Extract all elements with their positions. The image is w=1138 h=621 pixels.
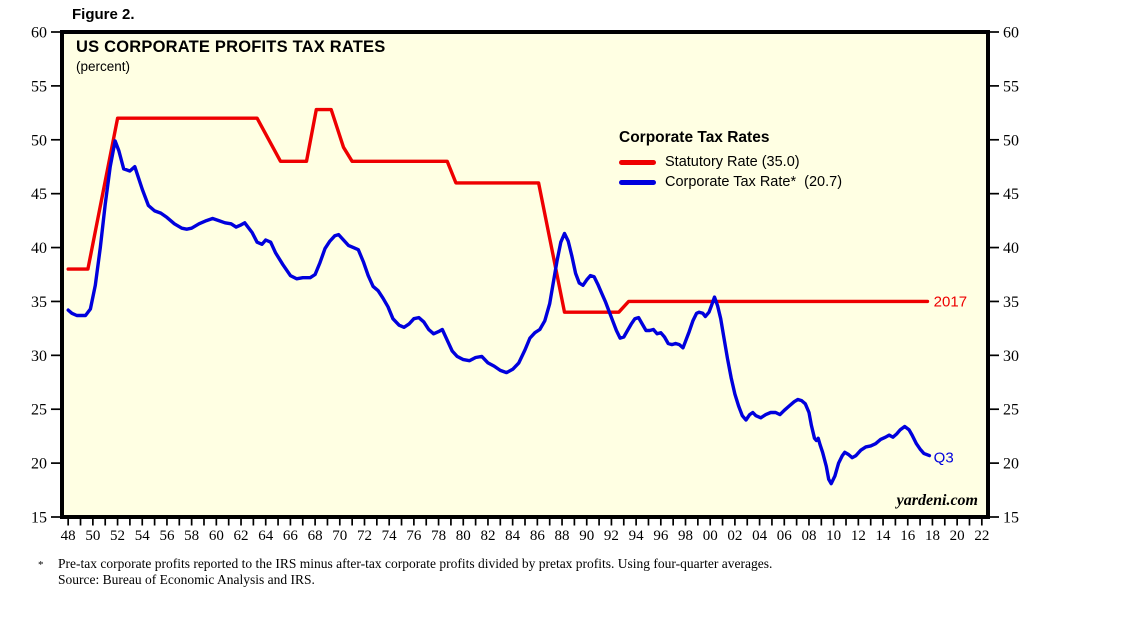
chart-title: US CORPORATE PROFITS TAX RATES	[76, 38, 386, 56]
x-axis-tick-label: 18	[924, 528, 940, 544]
y-axis-tick-label-right: 35	[1003, 293, 1019, 311]
legend	[619, 129, 842, 192]
x-axis-tick-label: 72	[356, 528, 372, 544]
y-axis-tick-label-right: 30	[1003, 347, 1019, 365]
x-axis-tick-label: 74	[381, 528, 397, 544]
x-axis-tick-label: 06	[776, 528, 792, 544]
x-axis-tick-label: 10	[826, 528, 842, 544]
y-axis-tick-label-left: 45	[31, 186, 47, 204]
y-axis-tick-label-left: 60	[31, 24, 47, 42]
y-axis-tick-label-left: 35	[31, 293, 47, 311]
y-axis-tick-label-right: 60	[1003, 24, 1019, 42]
x-axis-tick-label: 20	[949, 528, 965, 544]
chart-subtitle: (percent)	[76, 59, 131, 74]
annotation-2017: 2017	[933, 293, 968, 311]
y-axis-tick-label-right: 45	[1003, 186, 1019, 204]
y-axis-tick-label-left: 55	[31, 78, 47, 96]
legend-item-statutory	[619, 152, 842, 172]
x-axis-tick-label: 96	[653, 528, 669, 544]
x-axis-tick-label: 64	[258, 528, 274, 544]
x-axis-tick-label: 86	[529, 528, 545, 544]
x-axis-tick-label: 88	[554, 528, 570, 544]
y-axis-tick-label-left: 50	[31, 132, 47, 150]
footnote	[38, 556, 772, 588]
x-axis-tick-label: 80	[455, 528, 471, 544]
x-axis-tick-label: 00	[702, 528, 718, 544]
y-axis-tick-label-right: 55	[1003, 78, 1019, 96]
x-axis-tick-label: 78	[431, 528, 447, 544]
x-axis-tick-label: 62	[233, 528, 249, 544]
x-axis-tick-label: 54	[134, 528, 150, 544]
x-axis-tick-label: 66	[282, 528, 298, 544]
x-axis-tick-label: 02	[727, 528, 743, 544]
legend-item-effective	[619, 172, 842, 192]
x-axis-tick-label: 14	[875, 528, 891, 544]
x-axis-tick-label: 56	[159, 528, 175, 544]
y-axis-tick-label-left: 15	[31, 509, 47, 527]
x-axis-tick-label: 08	[801, 528, 817, 544]
x-axis-tick-label: 60	[208, 528, 224, 544]
statutory-rate-swatch	[619, 160, 656, 165]
x-axis-tick-label: 48	[60, 528, 76, 544]
y-axis-tick-label-right: 50	[1003, 132, 1019, 150]
plot-background	[62, 32, 988, 517]
y-axis-tick-label-left: 30	[31, 347, 47, 365]
annotation-q3: Q3	[933, 449, 954, 467]
x-axis-tick-label: 82	[480, 528, 496, 544]
x-axis-tick-label: 58	[184, 528, 200, 544]
figure-label: Figure 2.	[72, 6, 135, 23]
legend-label-effective: Corporate Tax Rate* (20.7)	[665, 174, 843, 190]
y-axis-tick-label-left: 20	[31, 455, 47, 473]
x-axis-tick-label: 12	[850, 528, 866, 544]
y-axis-tick-label-right: 40	[1003, 240, 1019, 258]
x-axis-tick-label: 04	[752, 528, 768, 544]
x-axis-tick-label: 70	[332, 528, 348, 544]
legend-title: Corporate Tax Rates	[619, 129, 770, 146]
y-axis-tick-label-left: 25	[31, 401, 47, 419]
x-axis-tick-label: 16	[900, 528, 916, 544]
x-axis-tick-label: 52	[110, 528, 126, 544]
x-axis-tick-label: 50	[85, 528, 101, 544]
x-axis-tick-label: 68	[307, 528, 323, 544]
chart-title-block	[76, 38, 385, 74]
x-axis-tick-label: 98	[678, 528, 694, 544]
y-axis-tick-label-left: 40	[31, 240, 47, 258]
x-axis-tick-label: 22	[974, 528, 990, 544]
y-axis-tick-label-right: 25	[1003, 401, 1019, 419]
x-axis-tick-label: 90	[579, 528, 595, 544]
footnote-marker: *	[38, 559, 44, 571]
legend-label-statutory: Statutory Rate (35.0)	[665, 154, 800, 170]
footnote-line2: Source: Bureau of Economic Analysis and IRS.	[58, 572, 315, 587]
y-axis-tick-label-right: 15	[1003, 509, 1019, 527]
x-axis-tick-label: 84	[505, 528, 521, 544]
footnote-line1: Pre-tax corporate profits reported to the IRS minus after-tax corporate profits divided by pretax profits. Using four-quarter averages.	[58, 556, 773, 571]
effective-rate-swatch	[619, 180, 656, 185]
x-axis-tick-label: 94	[628, 528, 644, 544]
x-axis-tick-label: 76	[406, 528, 422, 544]
y-axis-tick-label-right: 20	[1003, 455, 1019, 473]
watermark: yardeni.com	[896, 492, 978, 509]
x-axis-tick-label: 92	[603, 528, 619, 544]
